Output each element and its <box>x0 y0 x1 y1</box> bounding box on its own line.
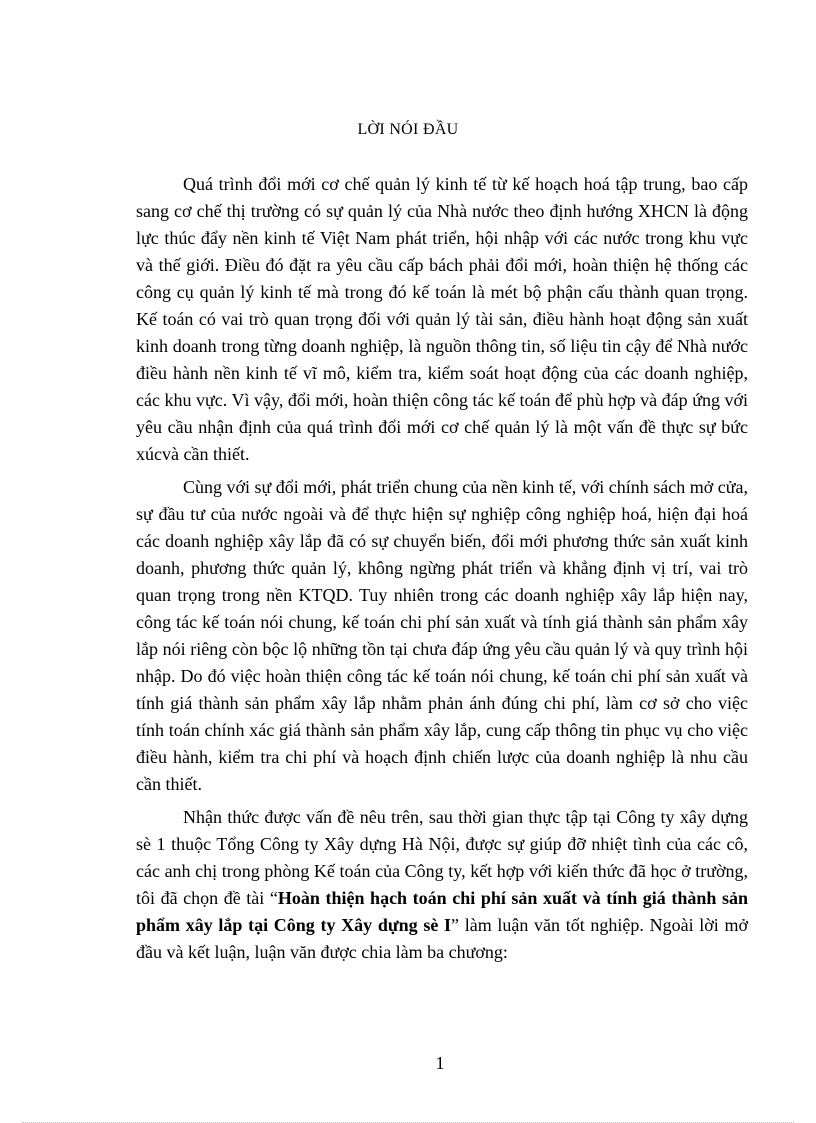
paragraph-2: Cùng với sự đổi mới, phát triển chung của nền kinh tế, với chính sách mở cửa, sự đầu tư của nước ngoài và để thực hiện sự nghiệp công nghiệp hoá, hiện đại hoá các doanh nghiệp xây lắp đã có sự chuyển biến, đổi mới phương thức sản xuất kinh doanh, phương thức quản lý, không ngừng phát triển và khẳng định vị trí, vai trò quan trọng trong nền KTQD. Tuy nhiên trong các doanh nghiệp xây lắp hiện nay, công tác kế toán nói chung, kế toán chi phí sản xuất và tính giá thành sản phẩm xây lắp nói riêng còn bộc lộ những tồn tại chưa đáp ứng yêu cầu quản lý và quy trình hội nhập. Do đó việc hoàn thiện công tác kế toán nói chung, kế toán chi phí sản xuất và tính giá thành sản phẩm xây lắp nhằm phản ánh đúng chi phí, làm cơ sở cho việc tính toán chính xác giá thành sản phẩm xây lắp, cung cấp thông tin phục vụ cho việc điều hành, kiểm tra chi phí và hoạch định chiến lược của doanh nghiệp là nhu cầu cần thiết. <box>136 477 748 794</box>
paragraph-1: Quá trình đổi mới cơ chế quản lý kinh tế từ kế hoạch hoá tập trung, bao cấp sang cơ chế thị trường có sự quản lý của Nhà nước theo định hướng XHCN là động lực thúc đẩy nền kinh tế Việt Nam phát triển, hội nhập với các nước trong khu vực và thế giới. Điều đó đặt ra yêu cầu cấp bách phải đổi mới, hoàn thiện hệ thống các công cụ quản lý kinh tế mà trong đó kế toán là mét bộ phận cấu thành quan trọng. Kế toán có vai trò quan trọng đối với quản lý tài sản, điều hành hoạt động sản xuất kinh doanh trong từng doanh nghiệp, là nguồn thông tin, số liệu tin cậy để Nhà nước điều hành nền kinh tế vĩ mô, kiểm tra, kiểm soát hoạt động của các doanh nghiệp, các khu vực. Vì vậy, đổi mới, hoàn thiện công tác kế toán để phù hợp và đáp ứng với yêu cầu nhận định của quá trình đổi mới cơ chế quản lý là một vấn đề thực sự bức xúcvà cần thiết. <box>136 174 748 464</box>
paragraph-3-intro: Nhận thức được vấn đề nêu trên, sau thời gian thực tập tại Công ty xây dựng sè 1 thuộc Tổng Công ty Xây dựng Hà Nội, được sự giúp đỡ nhiệt tình của các cô, các anh chị trong phòng Kế toán của Công ty, kết hợp với kiến thức đã học ở trường, tôi đã chọn đề tài “ <box>136 807 748 908</box>
page-number: 1 <box>435 1053 445 1073</box>
page-title: LỜI NÓI ĐẦU <box>357 121 459 138</box>
paragraph-3-outro: ” làm luận văn tốt nghiệp. Ngoài lời mở đầu và kết luận, luận văn được chia làm ba chương: <box>136 915 748 962</box>
document-body <box>136 171 748 966</box>
paragraph-3 <box>136 804 748 966</box>
thesis-topic-title: Hoàn thiện hạch toán chi phí sản xuất và tính giá thành sản phẩm xây lắp tại Công ty Xây dựng sè I <box>136 888 749 935</box>
